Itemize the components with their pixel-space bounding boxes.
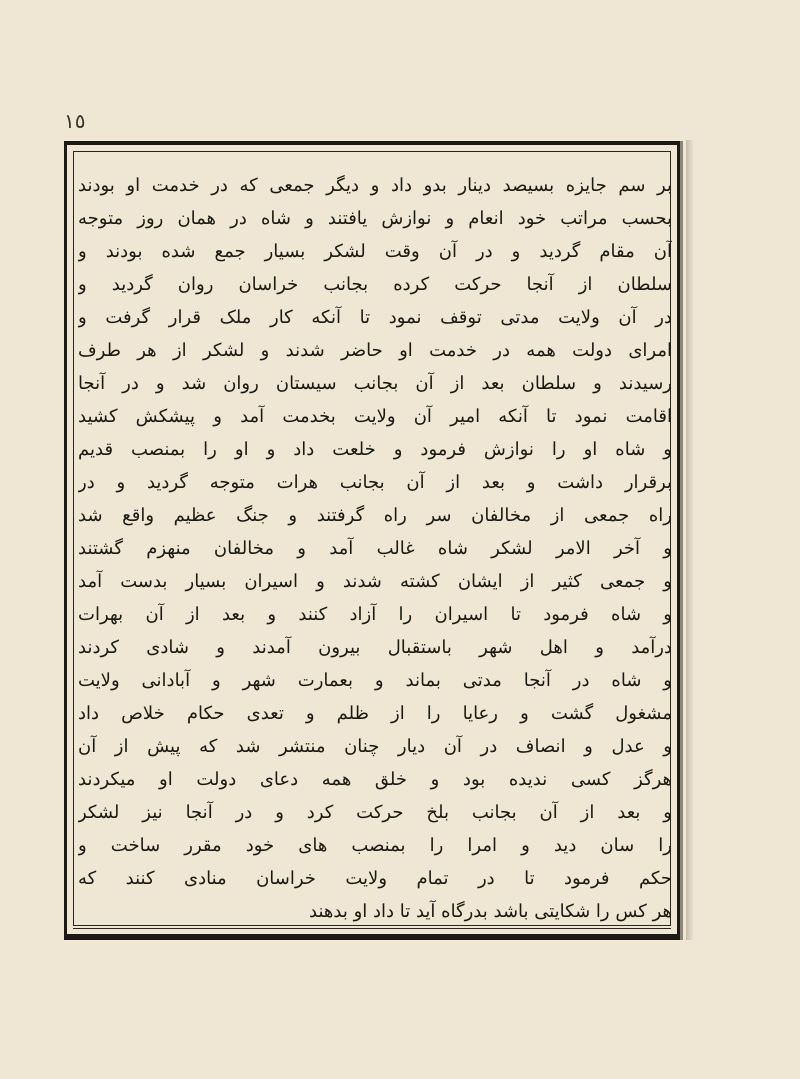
- page-number: ١٥: [64, 109, 86, 133]
- text-line: حکم فرمود تا در تمام ولایت خراسان منادی کنند که: [78, 868, 672, 889]
- text-line: مشغول گشت و رعایا را از ظلم و تعدی حکام خلاص داد: [78, 703, 672, 724]
- text-line: اقامت نمود تا آنکه امیر آن ولایت بخدمت آمد و پیشکش کشید: [78, 406, 672, 427]
- text-line: و جمعی کثیر از ایشان کشته شدند و اسیران بسیار بدست آمد: [78, 571, 672, 592]
- text-line: و بعد از آن بجانب بلخ حرکت کرد و در آنجا نیز لشکر: [78, 802, 672, 823]
- text-line: سلطان از آنجا حرکت کرده بجانب خراسان روان گردید و: [78, 274, 672, 295]
- text-line: برقرار داشت و بعد از آن بجانب هرات متوجه گردید و در: [78, 472, 672, 493]
- text-line: درآمد و اهل شهر باستقبال بیرون آمدند و شادی کردند: [78, 637, 672, 658]
- text-line: و آخر الامر لشکر شاه غالب آمد و مخالفان منهزم گشتند: [78, 538, 672, 559]
- text-line: بحسب مراتب خود انعام و نوازش یافتند و شاه در همان روز متوجه: [78, 208, 672, 229]
- text-line: امرای دولت همه در خدمت او حاضر شدند و لشکر از هر طرف: [78, 340, 672, 361]
- text-line: آن مقام گردید و در آن وقت لشکر بسیار جمع شده بودند و: [78, 241, 672, 262]
- text-line: هر کس را شکایتی باشد بدرگاه آید تا داد او بدهند: [309, 901, 672, 922]
- persian-text-block: [78, 169, 672, 929]
- text-line: رسیدند و سلطان بعد از آن بجانب سیستان روان شد و در آنجا: [78, 373, 672, 394]
- text-line: را سان دید و امرا را بمنصب های خود مقرر ساخت و: [78, 835, 672, 856]
- text-line: بر سم جایزه بسیصد دینار بدو داد و دیگر جمعی که در خدمت او بودند: [78, 175, 672, 196]
- text-line: در آن ولایت مدتی توقف نمود تا آنکه کار ملک قرار گرفت و: [78, 307, 672, 328]
- text-line: و شاه در آنجا مدتی بماند و بعمارت شهر و آبادانی ولایت: [78, 670, 672, 691]
- scan-shadow-edge: [686, 140, 694, 940]
- text-line: و شاه او را نوازش فرمود و خلعت داد و او را بمنصب قدیم: [78, 439, 672, 460]
- text-line: هرگز کسی ندیده بود و خلق همه دعای دولت او میکردند: [78, 769, 672, 790]
- text-line: راه جمعی از مخالفان سر راه گرفتند و جنگ عظیم واقع شد: [78, 505, 672, 526]
- text-line: و شاه فرمود تا اسیران را آزاد کنند و بعد از آن بهرات: [78, 604, 672, 625]
- text-line: و عدل و انصاف در آن دیار چنان منتشر شد که پیش از آن: [78, 736, 672, 757]
